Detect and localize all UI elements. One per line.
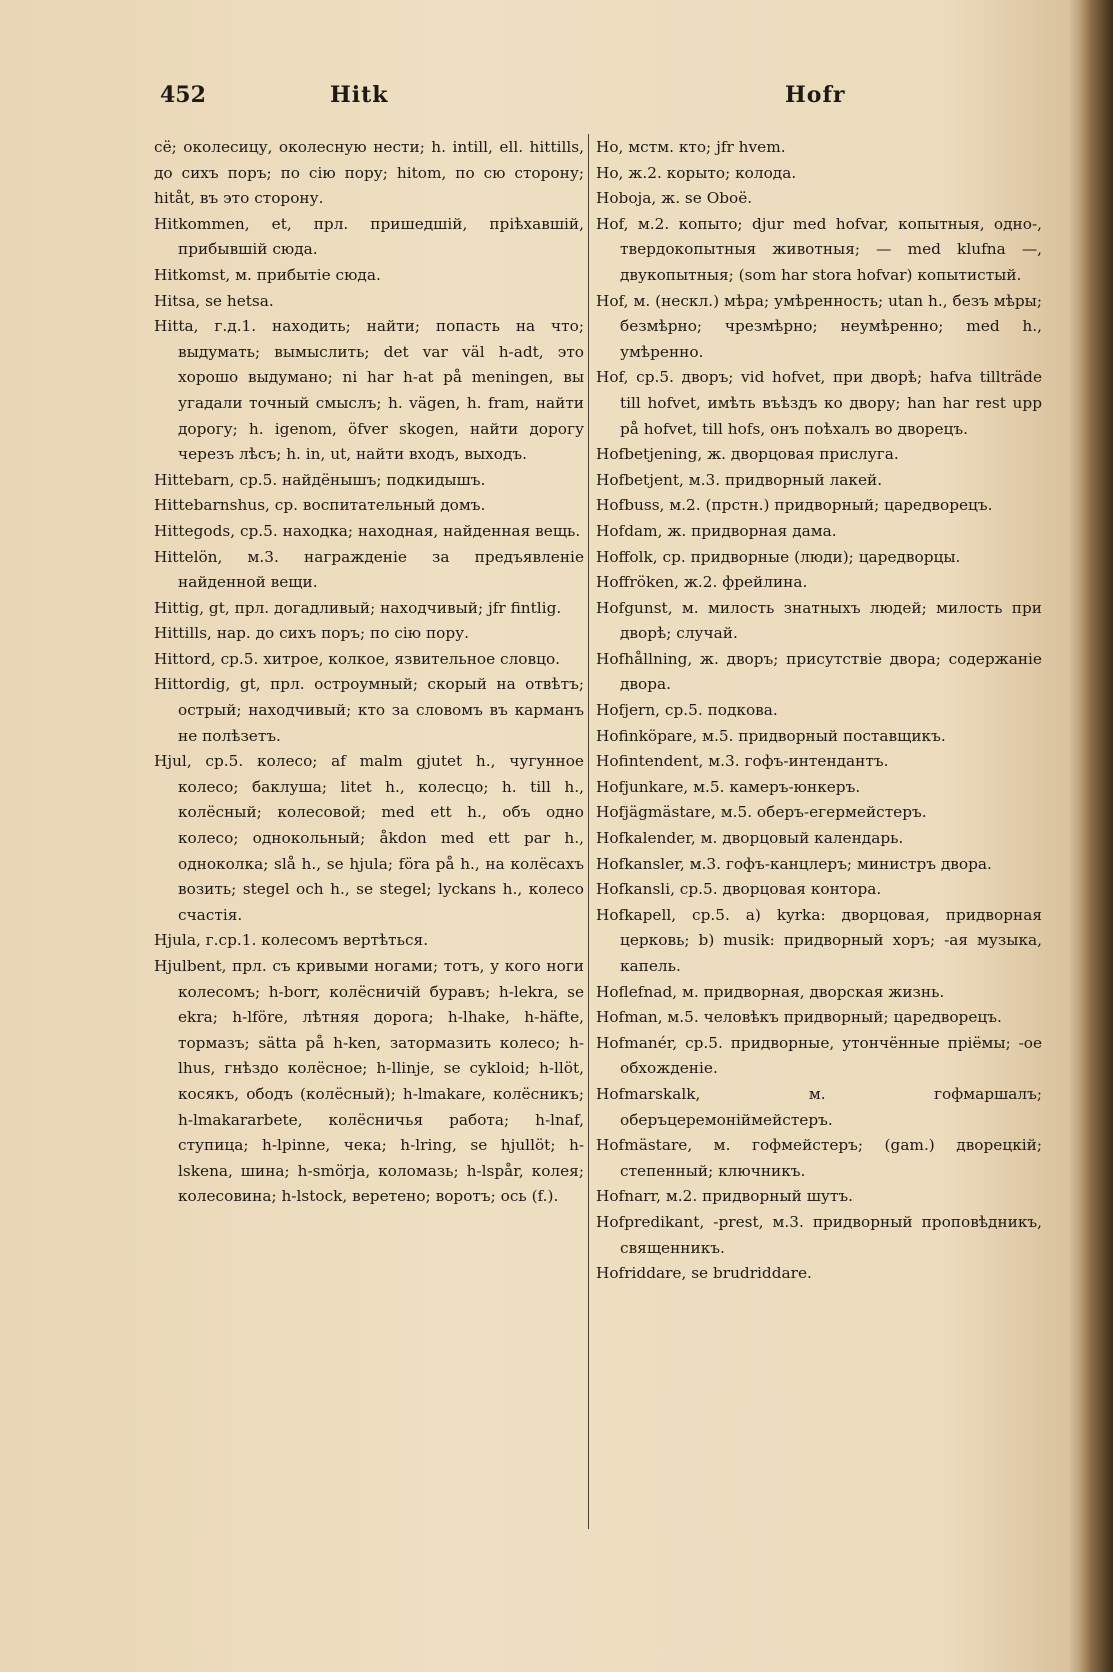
dictionary-entry: Hofbuss, м.2. (прстн.) придворный; царедворецъ. [596,496,993,515]
dictionary-entry: Hof, ср.5. дворъ; vid hofvet, при дворѣ; hafva tillträde till hofvet, имѣть въѣздъ ко двору; han har rest upp på hofvet, till hofs, онъ поѣхалъ во дворецъ. [596,368,1042,438]
dictionary-entry: Hofjern, ср.5. подкова. [596,701,778,720]
dictionary-entry: Hittegods, ср.5. находка; находная, найденная вещь. [154,521,581,540]
dictionary-entry: Hofintendent, м.3. гофъ-интендантъ. [596,752,889,771]
dictionary-entry: Hoflefnad, м. придворная, дворская жизнь. [596,982,945,1001]
dictionary-entry: Hittig, gt, прл. догадливый; находчивый; jfr fintlig. [154,598,562,617]
left-running-head: Hitk [330,82,389,108]
dictionary-entry: Hofhållning, ж. дворъ; присутствіе двора; содержаніе двора. [596,649,1042,694]
book-edge-shadow [1077,0,1113,1672]
dictionary-entry: Ho, ж.2. корыто; колода. [596,163,797,182]
dictionary-entry: Hittelön, м.3. награжденіе за предъявленіе найденной вещи. [154,547,584,592]
dictionary-entry: Hofman, м.5. человѣкъ придворный; царедворецъ. [596,1008,1002,1027]
left-column [154,135,584,1210]
dictionary-entry: Hofkapell, ср.5. a) kyrka: дворцовая, придворная церковь; b) musik: придворный хоръ; -ая музыка, капель. [596,905,1042,975]
dictionary-entry: Hofmarskalk, м. гофмаршалъ; оберъцеремоніймейстеръ. [596,1084,1042,1129]
dictionary-entry: Hittordig, gt, прл. остроумный; скорый на отвѣтъ; острый; находчивый; кто за словомъ въ карманъ не полѣзетъ. [154,675,584,745]
dictionary-entry: Ho, мстм. кто; jfr hvem. [596,138,786,156]
dictionary-entry: Hofkansler, м.3. гофъ-канцлеръ; министръ двора. [596,854,992,873]
column-divider [588,134,589,1529]
page-header [160,82,1030,118]
dictionary-entry: Hoffröken, ж.2. фрейлина. [596,573,808,592]
dictionary-entry: сё; околесицу, околесную нести; h. intill, ell. hittills, до сихъ поръ; по сію пору; hitom, по сю сторону; hitåt, въ это сторону. [154,138,584,208]
dictionary-entry: Hittebarn, ср.5. найдёнышъ; подкидышъ. [154,470,486,489]
dictionary-entry: Hofgunst, м. милость знатныхъ людей; милость при дворѣ; случай. [596,598,1042,643]
dictionary-entry: Hofmästare, м. гофмейстеръ; (gam.) дворецкій; степенный; ключникъ. [596,1136,1042,1180]
dictionary-entry: Hofbetjent, м.3. придворный лакей. [596,470,883,489]
dictionary-entry: Hofnarr, м.2. придворный шутъ. [596,1187,853,1206]
dictionary-entry: Hofbetjening, ж. дворцовая прислуга. [596,445,899,464]
page-number: 452 [160,82,206,108]
dictionary-entry: Hjulbent, прл. съ кривыми ногами; тотъ, у кого ноги колесомъ; h-borr, колёсничій буравъ; h-lekra, se ekra; h-lföre, лѣтняя дорога; h-lhake, h-häfte, тормазъ; sätta på h-ken, затормазить колесо; h-lhus, гнѣздо колёсное; h-llinje, se cykloid; h-llöt, косякъ, ободъ (колёсный); h-lmakare, колёсникъ; h-lmakararbete, колёсничья работа; h-lnaf, ступица; h-lpinne, чека; h-lring, se hjullöt; h-lskena, шина; h-smörja, коломазь; h-lspår, колея; колесовина; h-lstock, веретено; воротъ; ось (f.). [154,957,584,1206]
dictionary-entry: Hitkomst, м. прибытіе сюда. [154,265,381,284]
dictionary-entry: Hof, м. (нескл.) мѣра; умѣренность; utan h., безъ мѣры; безмѣрно; чрезмѣрно; неумѣренно; med h., умѣренно. [596,291,1042,361]
dictionary-entry: Hitsa, se hetsa. [154,291,274,310]
dictionary-entry: Hofkalender, м. дворцовый календарь. [596,829,904,848]
dictionary-entry: Hoffolk, ср. придворные (люди); царедворцы. [596,547,961,566]
right-running-head: Hofr [785,82,846,108]
dictionary-entry: Hof, м.2. копыто; djur med hofvar, копытныя, одно-, твердокопытныя животныя; — med klufna —, двукопытныя; (som har stora hofvar) копытистый. [596,214,1042,284]
dictionary-entry: Hofjunkare, м.5. камеръ-юнкеръ. [596,777,861,796]
dictionary-entry: Hofdam, ж. придворная дама. [596,521,837,540]
dictionary-entry: Hitta, г.д.1. находить; найти; попасть на что; выдумать; вымыслить; det var väl h-adt, это хорошо выдумано; ni har h-at på meningen, вы угадали точный смыслъ; h. vägen, h. fram, найти дорогу; h. igenom, öfver skogen, найти дорогу черезъ лѣсъ; h. in, ut, найти входъ, выходъ. [154,317,584,464]
dictionary-entry: Hofmanér, ср.5. придворные, утончённые пріёмы; -ое обхожденіе. [596,1033,1042,1078]
dictionary-entry: Hofkansli, ср.5. дворцовая контора. [596,880,882,899]
dictionary-entry: Hoboja, ж. se Oboë. [596,189,753,208]
dictionary-entry: Hofinköpare, м.5. придворный поставщикъ. [596,726,946,745]
dictionary-entry: Hjula, г.ср.1. колесомъ вертѣться. [154,931,429,950]
dictionary-entry: Hittills, нар. до сихъ поръ; по сію пору. [154,624,469,643]
dictionary-entry: Hofjägmästare, м.5. оберъ-егермейстеръ. [596,803,927,822]
right-column [596,135,1042,1287]
dictionary-entry: Hofriddare, se brudriddare. [596,1264,812,1283]
dictionary-entry: Hitkommen, et, прл. пришедшій, пріѣхавшій, прибывшій сюда. [154,214,584,259]
dictionary-entry: Hofpredikant, -prest, м.3. придворный проповѣдникъ, священникъ. [596,1212,1042,1257]
dictionary-entry: Hittebarnshus, ср. воспитательный домъ. [154,496,486,515]
dictionary-entry: Hjul, ср.5. колесо; af malm gjutet h., чугунное колесо; баклуша; litet h., колесцо; h. till h., колёсный; колесовой; med ett h., объ одно колесо; однокольный; åkdon med ett par h., одноколка; slå h., se hjula; föra på h., на колёсахъ возить; stegel och h., se stegel; lyckans h., колесо счастія. [154,752,584,924]
dictionary-entry: Hittord, ср.5. хитрое, колкое, язвительное словцо. [154,649,561,668]
